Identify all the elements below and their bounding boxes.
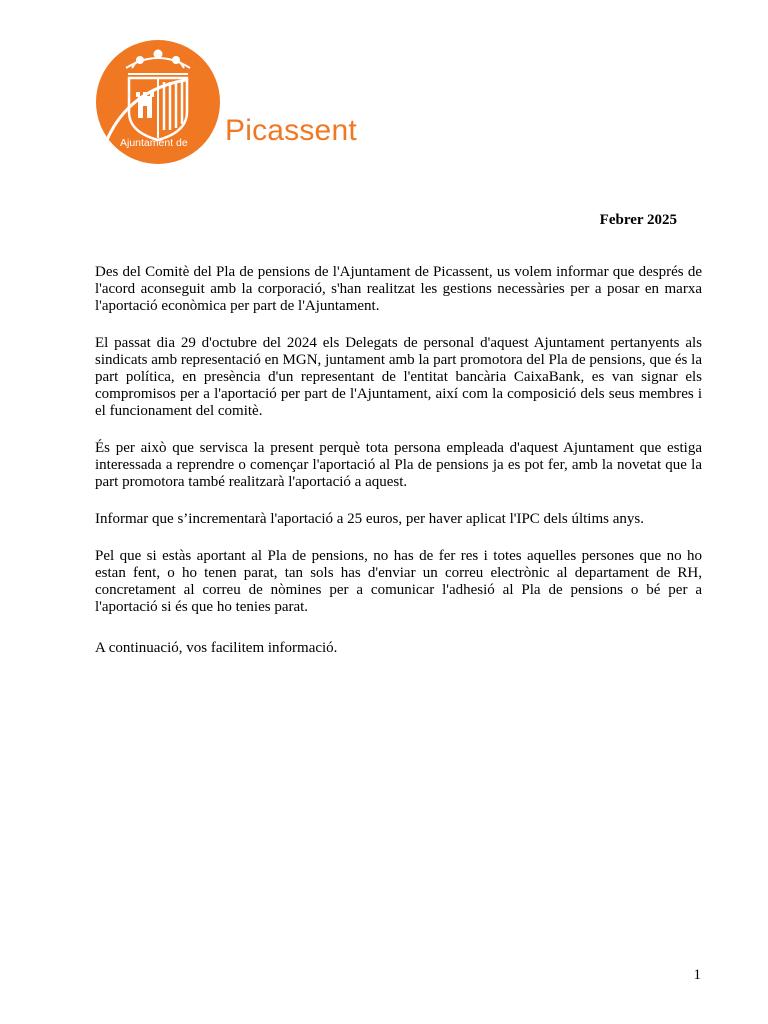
paragraph-instructions: Pel que si estàs aportant al Pla de pensions, no has de fer res i totes aquelles persones que no ho estan fent, o ho tenen parat, tan sols has d'enviar un correu electrònic al departament de RH, concretament al correu de nòmines per a comunicar l'adhesió al Pla de pensions o bé per a l'aportació si és que ho tenies parat. bbox=[95, 548, 702, 615]
municipal-logo bbox=[96, 40, 358, 164]
logo-town-name: Picassent bbox=[225, 114, 357, 147]
letter-body bbox=[95, 264, 702, 677]
paragraph-closing: A continuació, vos facilitem informació. bbox=[95, 640, 338, 656]
paragraph-increase: Informar que s’incrementarà l'aportació a 25 euros, per haver aplicat l'IPC dels últims anys. bbox=[95, 511, 644, 527]
paragraph-intro: Des del Comitè del Pla de pensions de l'Ajuntament de Picassent, us volem informar que després de l'acord aconseguit amb la corporació, s'han realitzat les gestions necessàries per a posar en marxa l'aportació econòmica per part de l'Ajuntament. bbox=[95, 264, 702, 314]
page-number: 1 bbox=[693, 967, 701, 983]
document-date: Febrer 2025 bbox=[599, 212, 677, 228]
logo-small-text: Ajuntament de bbox=[120, 137, 188, 149]
paragraph-enrollment: És per això que servisca la present perquè tota persona empleada d'aquest Ajuntament que estiga interessada a reprendre o començar l'aportació al Pla de pensions ja es pot fer, amb la novetat que la part promotora també realitzarà l'aportació a aquest. bbox=[95, 440, 702, 490]
paragraph-agreement: El passat dia 29 d'octubre del 2024 els Delegats de personal d'aquest Ajuntament pertanyents als sindicats amb representació en MGN, juntament amb la part promotora del Pla de pensions, que és la part política, en presència d'un representant de l'entitat bancària CaixaBank, es van signar els compromisos per a l'aportació per part de l'Ajuntament, així com la composició dels seus membres i el funcionament del comitè. bbox=[95, 335, 702, 419]
